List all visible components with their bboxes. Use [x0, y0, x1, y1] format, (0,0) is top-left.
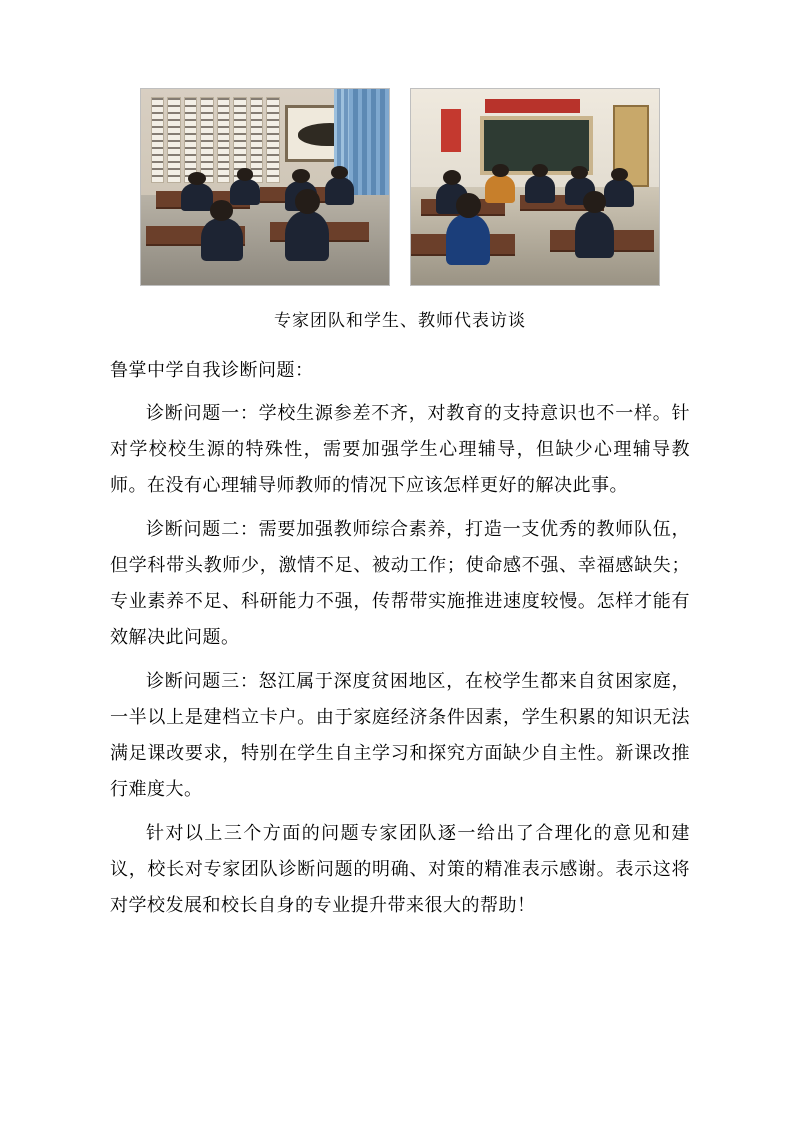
seated-person: [181, 183, 213, 210]
seated-person: [575, 211, 615, 258]
seated-person: [325, 177, 355, 204]
seated-person: [201, 218, 243, 261]
section-lead: 鲁掌中学自我诊断问题：: [110, 360, 314, 380]
red-wall-sign: [441, 109, 461, 152]
classroom-interview-photo-right: [410, 88, 660, 286]
paragraph-conclusion: 针对以上三个方面的问题专家团队逐一给出了合理化的意见和建议，校长对专家团队诊断问题的明确、对策的精准表示感谢。表示这将对学校发展和校长自身的专业提升带来很大的帮助！: [110, 823, 690, 916]
red-banner: [485, 99, 579, 113]
photo-caption: 专家团队和学生、教师代表访谈: [274, 311, 526, 330]
seated-person: [285, 211, 330, 262]
paragraph-problem-three: 诊断问题三：怒江属于深度贫困地区，在校学生都来自贫困家庭，一半以上是建档立卡户。由于家庭经济条件因素，学生积累的知识无法满足课改要求，特别在学生自主学习和探究方面缺少自主性。新课改推行难度大。: [110, 671, 690, 800]
seated-person: [604, 179, 634, 206]
seated-person: [485, 175, 515, 202]
classroom-interview-photo-left: [140, 88, 390, 286]
paragraph-problem-one: 诊断问题一：学校生源参差不齐，对教育的支持意识也不一样。针对学校校生源的特殊性，需要加强学生心理辅导，但缺少心理辅导教师。在没有心理辅导师教师的情况下应该怎样更好的解决此事。: [110, 403, 690, 496]
photo-row: [110, 0, 690, 286]
calligraphy-scrolls: [151, 97, 280, 183]
seated-person: [446, 214, 491, 265]
paragraph-problem-two: 诊断问题二：需要加强教师综合素养，打造一支优秀的教师队伍，但学科带头教师少，激情不足、被动工作；使命感不强、幸福感缺失；专业素养不足、科研能力不强，传帮带实施推进速度较慢。怎样才能有效解决此问题。: [110, 519, 690, 648]
seated-person: [525, 175, 555, 202]
seated-person: [230, 179, 260, 204]
